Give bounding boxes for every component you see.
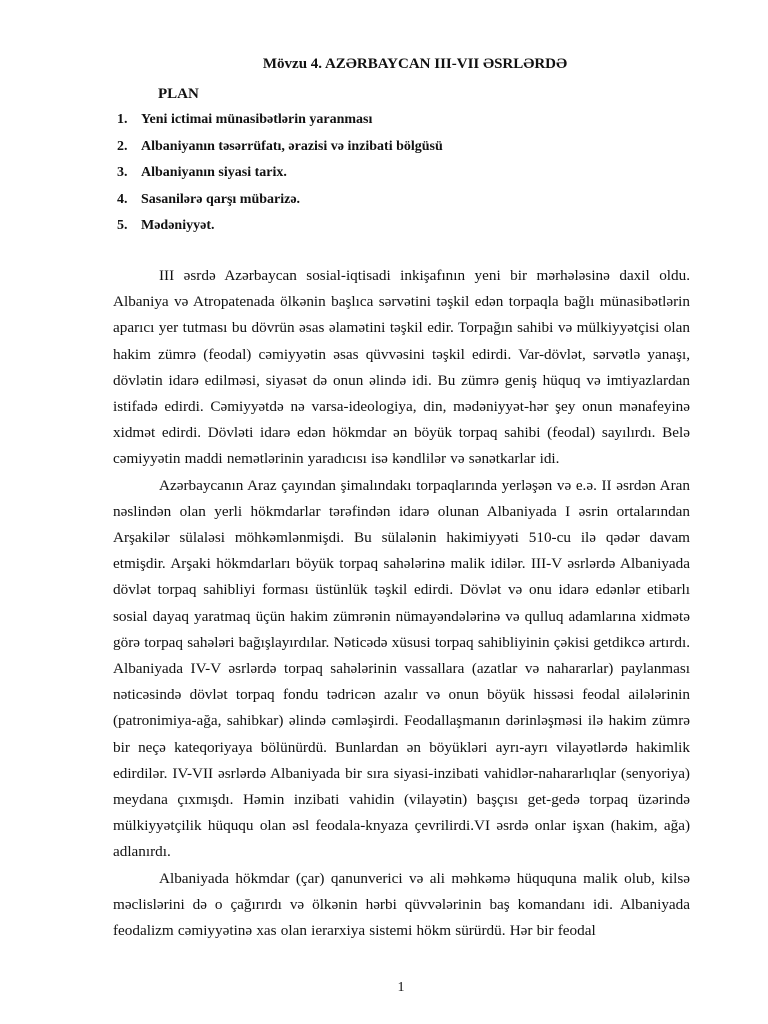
paragraph: III əsrdə Azərbaycan sosial-iqtisadi inkişafının yeni bir mərhələsinə daxil oldu. Albaniya və Atropatenada ölkənin başlıca sərvətini təşkil edən torpaqla bağlı münasibətlərin aparıcı yer tutması bu dövrün əsas əlamətini təşkil edir. Torpağın sahibi və mülkiyyətçisi olan hakim zümrə (feodal) cəmiyyətin əsas qüvvəsini təşkil edirdi. Var-dövlət, sərvətlə yanaşı, dövlətin idarə edilməsi, siyasət də onun əlində idi. Bu zümrə geniş hüquq və imtiyazlardan istifadə edirdi. Cəmiyyətdə nə varsa-ideologiya, din, mədəniyyət-hər şey onun mənafeyinə xidmət edirdi. Dövləti idarə edən hökmdar ən böyük torpaq sahibi (feodal) sayılırdı. Belə cəmiyyətin maddi nemətlərinin yaradıcısı isə kəndlilər və sənətkarlar idi. bbox=[113, 267, 690, 468]
plan-item-number: 2. bbox=[117, 138, 128, 154]
plan-item-text: Yeni ictimai münasibətlərin yaranması bbox=[141, 112, 373, 127]
plan-item-text: Sasanilərə qarşı mübarizə. bbox=[141, 191, 301, 207]
plan-item-number: 3. bbox=[117, 165, 128, 180]
plan-item bbox=[117, 111, 443, 138]
plan-list bbox=[117, 111, 443, 244]
plan-item bbox=[117, 191, 443, 218]
plan-item-number: 5. bbox=[117, 218, 128, 233]
plan-item-text: Albaniyanın siyasi tarix. bbox=[141, 165, 287, 180]
plan-heading: PLAN bbox=[158, 86, 199, 102]
plan-item-number: 1. bbox=[117, 112, 128, 127]
plan-item bbox=[117, 138, 443, 165]
plan-item-text: Mədəniyyət. bbox=[141, 218, 215, 233]
paragraph: Azərbaycanın Araz çayından şimalındakı torpaqlarında yerləşən və e.ə. II əsrdən Aran nəslindən olan yerli hökmdarlar tərəfindən idarə olunan Albaniyada I əsrin ortalarından Arşakilər sülaləsi möhkəmlənmişdi. Bu sülalənin hakimiyyəti 510-cu ilə qədər davam etmişdir. Arşaki hökmdarları böyük torpaq sahələrinə malik idilər. III-V əsrlərdə Albaniyada dövlət torpaq sahibliyi forması üstünlük təşkil edirdi. Dövlət və onu idarə edənlər etibarlı sosial dayaq yaratmaq üçün hakim zümrənin nümayəndələrinə və qulluq adamlarına xidmətə görə torpaq sahələri bağışlayırdılar. Nəticədə xüsusi torpaq sahibliyinin çəkisi getdikcə artırdı. Albaniyada IV-V əsrlərdə torpaq sahələrinin vassallara (azatlar və nahararlar) paylanması nəticəsində dövlət torpaq fondu tədricən azalır və onun böyük hissəsi feodal ailələrinin (patronimiya-ağa, sahibkar) əlində cəmləşirdi. Feodallaşmanın dərinləşməsi ilə hakim zümrə bir neçə kateqoriyaya bölünürdü. Bunlardan ən böyükləri ayrı-ayrı vilayətlərdə hakimlik edirdilər. IV-VII əsrlərdə Albaniyada bir sıra siyasi-inzibati vahidlər-nahararlıqlar (senyoriya) meydana çıxmışdı. Həmin inzibati vahidin (vilayətin) başçısı get-gedə torpaq üzərində mülkiyyətçilik hüququ olan əsl feodala-knyaza çevrilirdi.VI əsrdə onlar işxan (hakim, ağa) adlanırdı. bbox=[113, 476, 690, 861]
page-number: 1 bbox=[397, 980, 405, 995]
plan-item bbox=[117, 217, 443, 244]
plan-item-number: 4. bbox=[117, 191, 128, 207]
paragraph: Albaniyada hökmdar (çar) qanunverici və ali məhkəmə hüququna malik olub, kilsə məclislərini də o çağırırdı və ölkənin hərbi qüvvələrinin baş komandanı idi. Albaniyada feodalizm cəmiyyətinə xas olan ierarxiya sistemi hökm sürürdü. Hər bir feodal bbox=[113, 869, 690, 940]
page-title: Mövzu 4. AZƏRBAYCAN III-VII ƏSRLƏRDƏ bbox=[262, 56, 568, 72]
body-text bbox=[113, 263, 690, 944]
plan-item bbox=[117, 164, 443, 191]
plan-item-text: Albaniyanın təsərrüfatı, ərazisi və inzibati bölgüsü bbox=[141, 138, 443, 154]
